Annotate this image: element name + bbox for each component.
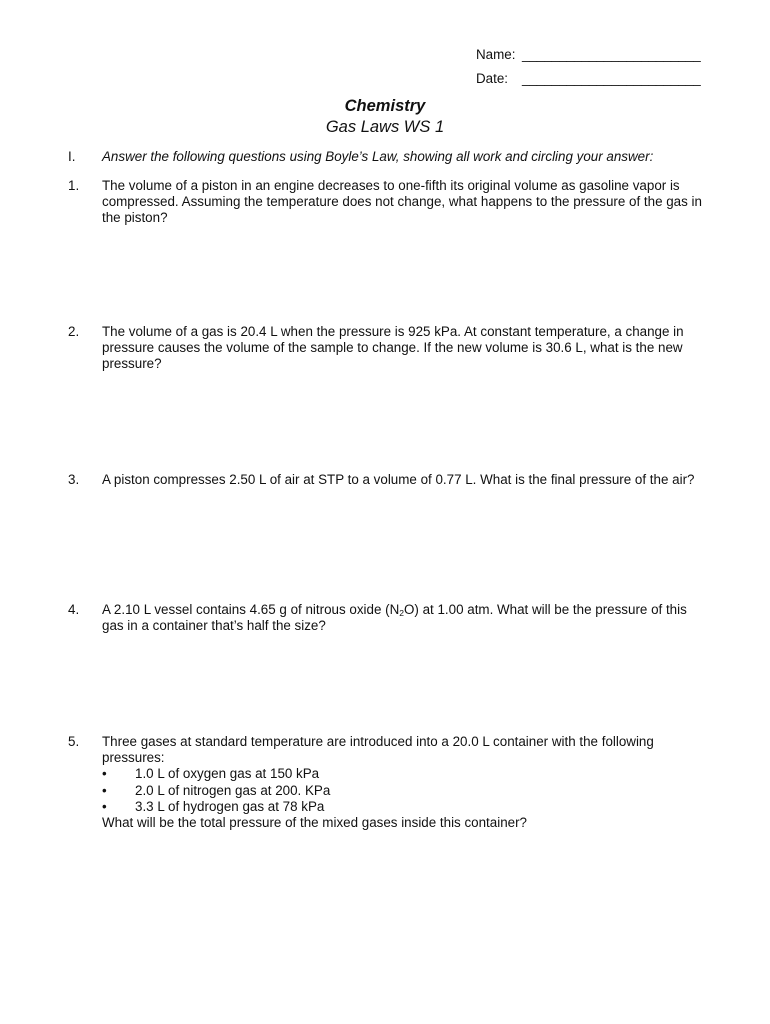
bullet-icon: • xyxy=(102,782,107,798)
question-text: The volume of a gas is 20.4 L when the pressure is 925 kPa. At constant temperature, a change in pressure causes the volume of the sample to change. If the new volume is 30.6 L, what is the new pressure? xyxy=(102,324,684,372)
list-item-text: 1.0 L of oxygen gas at 150 kPa xyxy=(135,766,320,782)
question-5 xyxy=(68,734,708,831)
question-2 xyxy=(68,324,708,373)
question-number: 3. xyxy=(68,472,80,487)
question-number: 5. xyxy=(68,734,80,749)
question-4 xyxy=(68,602,708,634)
question-text: A piston compresses 2.50 L of air at STP to a volume of 0.77 L. What is the final pressure of the air? xyxy=(102,472,695,487)
name-field-line xyxy=(476,47,701,63)
bullet-icon: • xyxy=(102,766,107,782)
question-text-part: A 2.10 L vessel contains 4.65 g of nitrous oxide (N xyxy=(102,602,400,617)
section-instruction-text: Answer the following questions using Boyle’s Law, showing all work and circling your answer: xyxy=(102,149,654,164)
section-number: I. xyxy=(68,149,76,164)
question-number: 2. xyxy=(68,324,80,339)
question-number: 1. xyxy=(68,178,80,193)
question-text xyxy=(102,602,702,634)
date-label: Date: xyxy=(476,71,509,86)
date-field-line xyxy=(476,71,701,87)
list-item-text: 2.0 L of nitrogen gas at 200. KPa xyxy=(135,782,331,798)
list-item xyxy=(102,766,702,782)
name-label: Name: xyxy=(476,47,516,62)
date-blank: ________________________ xyxy=(522,71,701,86)
name-blank: ________________________ xyxy=(522,47,701,62)
chemical-subscript: 2 xyxy=(399,608,404,618)
question-3 xyxy=(68,472,708,488)
question-body xyxy=(102,734,702,831)
question-number: 4. xyxy=(68,602,80,617)
question-text-part: O) at 1.00 atm. What will be the pressure of this gas in a container that’s half the size? xyxy=(102,602,687,634)
bullet-icon: • xyxy=(102,798,107,814)
question-closing: What will be the total pressure of the mixed gases inside this container? xyxy=(102,815,528,831)
list-item xyxy=(102,783,702,799)
question-text: The volume of a piston in an engine decreases to one-fifth its original volume as gasoline vapor is compressed. Assuming the temperature does not change, what happens to the pressure of the gas in the piston? xyxy=(102,178,702,226)
page-subtitle: Gas Laws WS 1 xyxy=(325,118,445,136)
list-item-text: 3.3 L of hydrogen gas at 78 kPa xyxy=(135,798,325,814)
question-intro: Three gases at standard temperature are introduced into a 20.0 L container with the following pressures: xyxy=(102,734,654,766)
gas-list xyxy=(102,766,702,815)
page-title: Chemistry xyxy=(344,97,426,115)
list-item xyxy=(102,799,702,815)
question-1 xyxy=(68,178,708,227)
